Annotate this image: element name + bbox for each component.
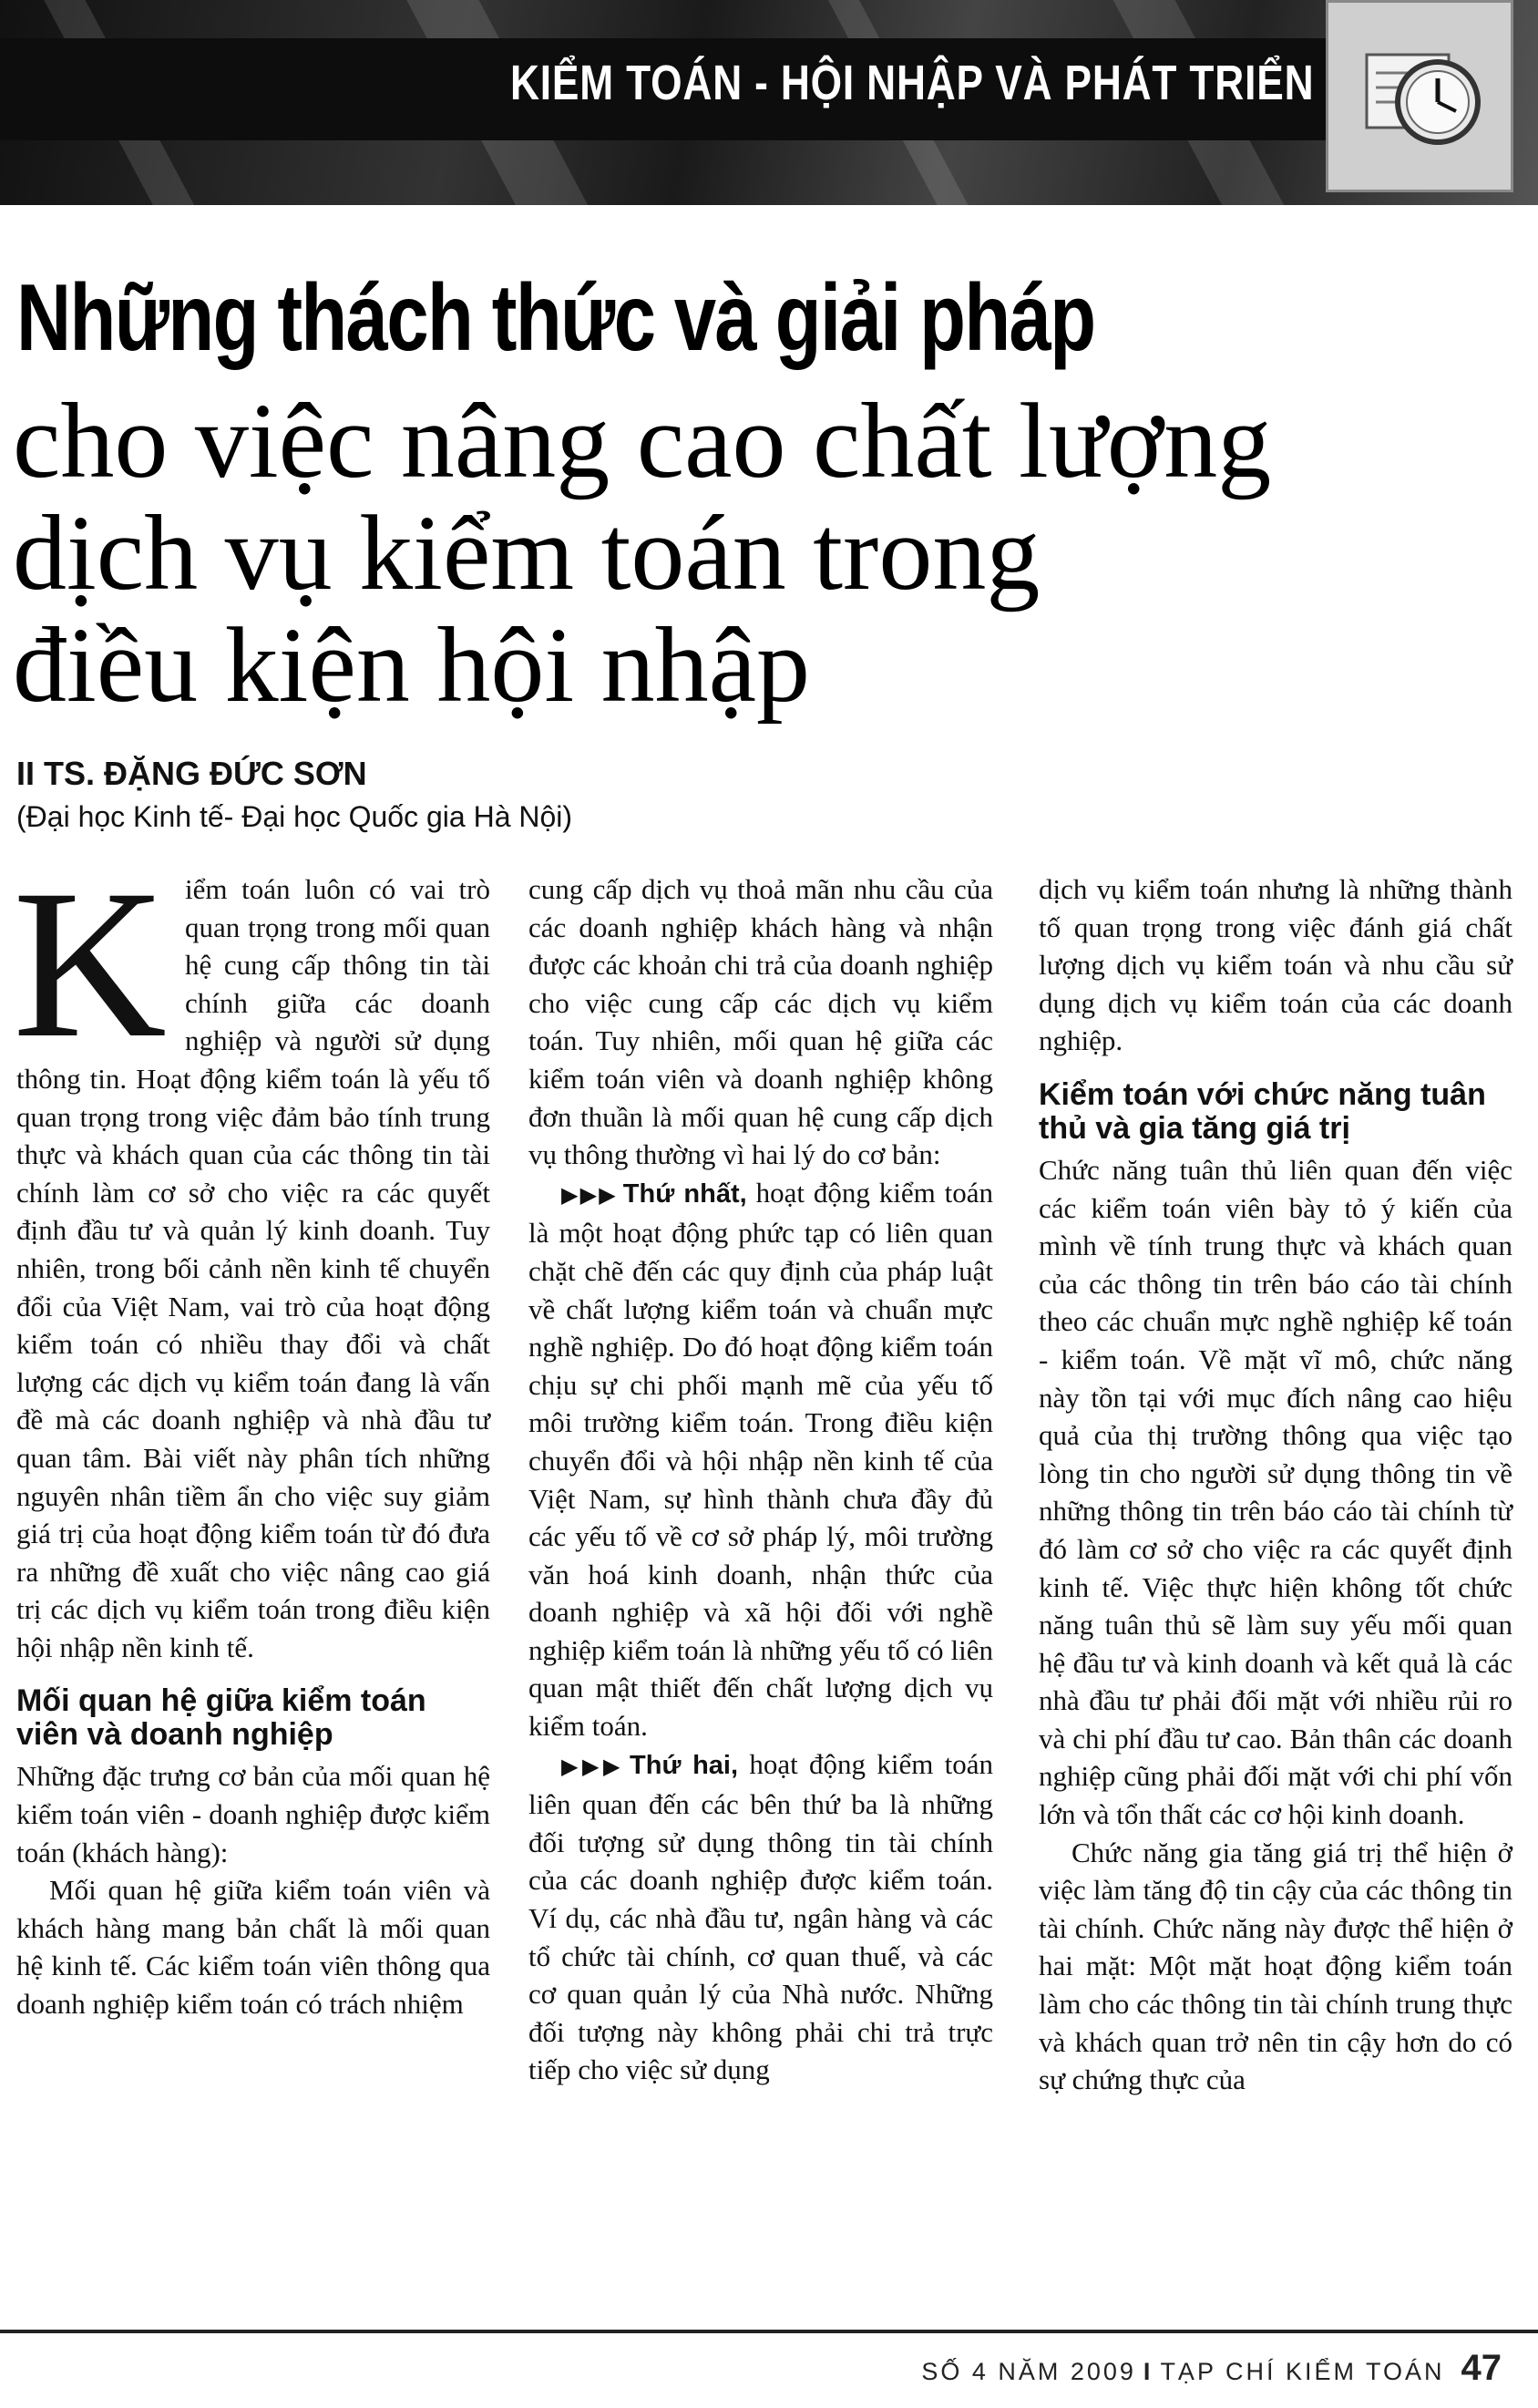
author-affiliation: (Đại học Kinh tế- Đại học Quốc gia Hà Nội): [16, 800, 573, 833]
paragraph: cung cấp dịch vụ thoả mãn nhu cầu của các doanh nghiệp khách hàng và nhận được các khoản chi trả của doanh nghiệp cho việc cung cấp các dịch vụ kiểm toán. Tuy nhiên, mối quan hệ giữa các kiểm toán viên và doanh nghiệp không đơn thuần là mối quan hệ cung cấp dịch vụ thông thường vì hai lý do cơ bản:: [528, 873, 993, 1171]
column-3: [1039, 870, 1512, 2099]
paragraph-text: hoạt động kiểm toán liên quan đến các bên thứ ba là những đối tượng sử dụng thông tin tài chính của các doanh nghiệp được kiểm toán. Ví dụ, các nhà đầu tư, ngân hàng và các tổ chức tài chính, cơ quan thuế, và các cơ quan quản lý của Nhà nước. Những đối tượng này không phải chi trả trực tiếp cho việc sử dụng: [528, 1747, 993, 2086]
paragraph: [528, 1745, 993, 2089]
header-banner: [0, 0, 1538, 205]
footer-separator: I: [1143, 2358, 1154, 2385]
section-title: KIỂM TOÁN - HỘI NHẬP VÀ PHÁT TRIỂN: [510, 56, 1315, 110]
article-title-line2: cho việc nâng cao chất lượng: [13, 381, 1272, 500]
article-title-line4: điều kiện hội nhập: [13, 605, 810, 725]
paragraph: Chức năng tuân thủ liên quan đến việc các kiểm toán viên bày tỏ ý kiến của mình về tính trung thực và khách quan của các thông tin trên báo cáo tài chính theo các chuẩn mực nghề nghiệp kế toán - kiểm toán. Về mặt vĩ mô, chức năng này tồn tại với mục đích nâng cao hiệu quả của thị trường thông qua việc tạo lòng tin cho người sử dụng thông tin về những thông tin trên báo cáo tài chính từ đó làm cơ sở cho việc ra các quyết định kinh tế. Việc thực hiện không tốt chức năng tuân thủ sẽ làm suy yếu mối quan hệ đầu tư và kinh doanh và kết quả là các nhà đầu tư phải đối mặt với nhiều rủi ro và chi phí đầu tư cao. Bản thân các doanh nghiệp cũng phải đối mặt với chi phí vốn lớn và tổn thất các cơ hội kinh doanh.: [1039, 1153, 1512, 1831]
page-number: 47: [1461, 2348, 1502, 2388]
footer-rule: [0, 2330, 1538, 2333]
drop-cap: K: [13, 845, 167, 1082]
paragraph: Chức năng gia tăng giá trị thể hiện ở việc làm tăng độ tin cậy của các thông tin tài chính. Chức năng này được thể hiện ở hai mặt: Một mặt hoạt động kiểm toán làm cho các thông tin tài chính trung thực và khách quan trở nên tin cậy hơn do có sự chứng thực của: [1039, 1836, 1512, 2096]
column-2: [528, 870, 993, 2089]
paragraph: [528, 1174, 993, 1745]
triple-arrow-icon: ▶▶▶: [561, 1181, 618, 1208]
intro-paragraph: [13, 845, 490, 1666]
paragraph-text: hoạt động kiểm toán là một hoạt động phức tạp có liên quan chặt chẽ đến các quy định của pháp luật về chất lượng kiểm toán và chuẩn mực nghề nghiệp. Do đó hoạt động kiểm toán chịu sự chi phối mạnh mẽ của yếu tố môi trường kiểm toán. Trong điều kiện chuyển đổi và hội nhập nền kinh tế của Việt Nam, sự hình thành chưa đầy đủ các yếu tố về cơ sở pháp lý, môi trường văn hoá kinh doanh, nhận thức của doanh nghiệp và xã hội đối với nghề nghiệp kiểm toán là những yếu tố có liên quan mật thiết đến chất lượng dịch vụ kiểm toán.: [528, 1176, 993, 1743]
issue-label: SỐ 4 NĂM 2009: [921, 2358, 1136, 2385]
paragraph: Mối quan hệ giữa kiểm toán viên và khách hàng mang bản chất là mối quan hệ kinh tế. Các kiểm toán viên thông qua doanh nghiệp kiểm toán có trách nhiệm: [16, 1874, 490, 2021]
section-heading: Mối quan hệ giữa kiểm toán viên và doanh nghiệp: [16, 1683, 426, 1753]
author-byline: II TS. ĐẶNG ĐỨC SƠN: [16, 755, 367, 792]
journal-name: TẠP CHÍ KIỂM TOÁN: [1160, 2358, 1445, 2385]
page-footer: [921, 2348, 1502, 2389]
lead-in: Thứ hai,: [630, 1750, 739, 1780]
column-1: [13, 845, 490, 2023]
paragraph: Những đặc trưng cơ bản của mối quan hệ kiểm toán viên - doanh nghiệp được kiểm toán (khách hàng):: [16, 1760, 490, 1868]
paragraph: dịch vụ kiểm toán nhưng là những thành tố quan trọng trong việc đánh giá chất lượng dịch vụ kiểm toán và nhu cầu sử dụng dịch vụ kiểm toán của các doanh nghiệp.: [1039, 873, 1512, 1057]
section-heading: Kiểm toán với chức năng tuân thủ và gia tăng giá trị: [1039, 1076, 1486, 1146]
triple-arrow-icon: ▶▶▶: [561, 1753, 625, 1779]
lead-in: Thứ nhất,: [622, 1178, 747, 1209]
intro-text: iểm toán luôn có vai trò quan trọng trong mối quan hệ cung cấp thông tin tài chính giữa các doanh nghiệp và người sử dụng thông tin. Hoạt động kiểm toán là yếu tố quan trọng trong việc đảm bảo tính trung thực và khách quan của các thông tin tài chính làm cơ sở cho việc ra các quyết định đầu tư và quản lý kinh doanh. Tuy nhiên, trong bối cảnh nền kinh tế chuyển đổi của Việt Nam, vai trò của hoạt động kiểm toán có nhiều thay đổi và chất lượng các dịch vụ kiểm toán đang là vấn đề mà các doanh nghiệp và nhà đầu tư quan tâm. Bài viết này phân tích những nguyên nhân tiềm ẩn cho việc suy giảm giá trị của hoạt động kiểm toán từ đó đưa ra những đề xuất cho việc nâng cao giá trị các dịch vụ kiểm toán trong điều kiện hội nhập nền kinh tế.: [16, 873, 490, 1663]
article-title-bold: Những thách thức và giải pháp: [16, 265, 1095, 371]
article-title-line3: dịch vụ kiểm toán trong: [13, 493, 1041, 612]
clock-ledger-icon: [1358, 27, 1485, 155]
